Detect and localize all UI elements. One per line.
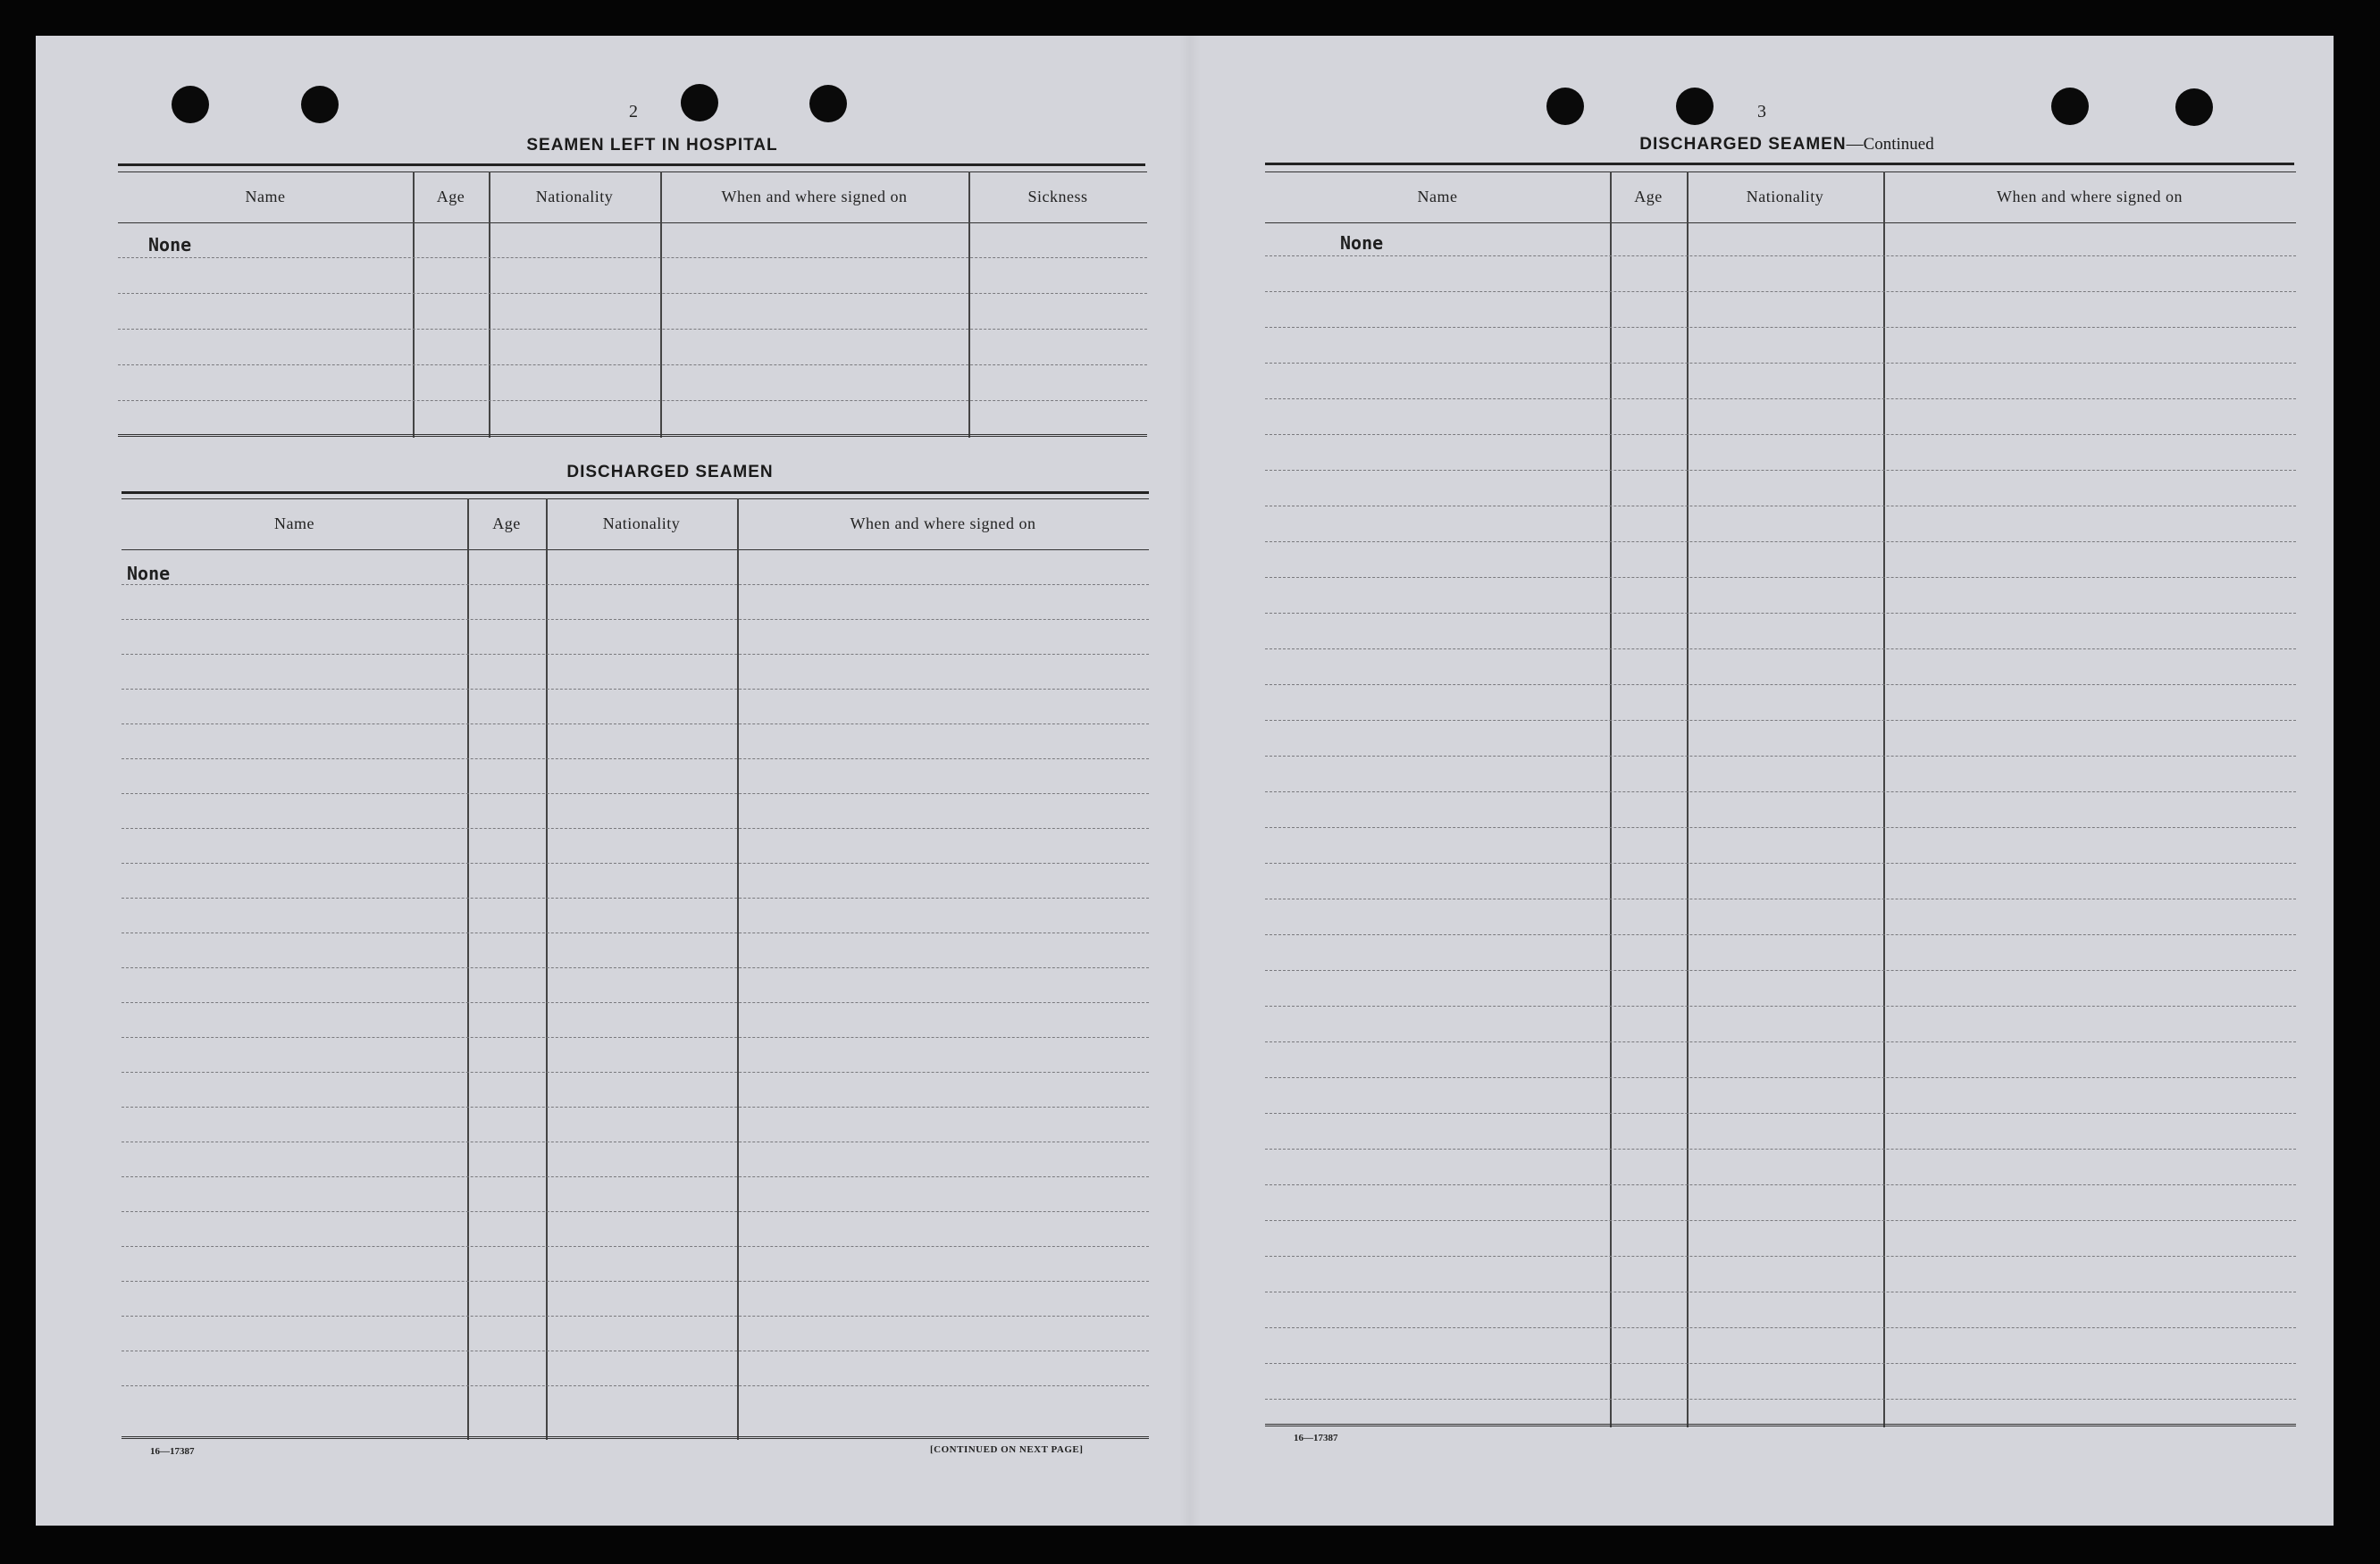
discharged-entry-name: None bbox=[127, 563, 171, 584]
column-divider bbox=[660, 171, 662, 438]
punch-hole bbox=[1546, 88, 1584, 125]
table-row bbox=[1265, 684, 2296, 686]
page-number: 3 bbox=[1757, 102, 1766, 121]
table-row bbox=[122, 1316, 1149, 1317]
table-row bbox=[1265, 970, 2296, 972]
table-row bbox=[122, 758, 1149, 760]
table-row bbox=[1265, 1399, 2296, 1401]
table-row bbox=[1265, 1077, 2296, 1079]
continued-note: [CONTINUED ON NEXT PAGE] bbox=[930, 1444, 1084, 1455]
discharged-table bbox=[122, 498, 1149, 1440]
table-row bbox=[1265, 827, 2296, 829]
table-row bbox=[122, 1142, 1149, 1143]
table-row bbox=[122, 1176, 1149, 1178]
table-row bbox=[1265, 1327, 2296, 1329]
table-row bbox=[1265, 791, 2296, 793]
table-row bbox=[1265, 934, 2296, 936]
table-row bbox=[1265, 470, 2296, 472]
column-header-signed-on: When and where signed on bbox=[850, 514, 1036, 532]
column-header-age: Age bbox=[492, 514, 521, 532]
column-divider bbox=[1610, 171, 1612, 1427]
table-row bbox=[1265, 291, 2296, 293]
table-row bbox=[122, 584, 1149, 586]
table-bottom-rule bbox=[1265, 1424, 2296, 1426]
page-fold bbox=[1179, 36, 1201, 1526]
column-header-signed-on: When and where signed on bbox=[721, 188, 908, 205]
page-number: 2 bbox=[629, 102, 638, 121]
table-row bbox=[1265, 1292, 2296, 1293]
table-row bbox=[118, 400, 1147, 402]
punch-hole bbox=[681, 84, 718, 121]
punch-hole bbox=[809, 85, 847, 122]
table-row bbox=[122, 1037, 1149, 1039]
table-row bbox=[122, 1002, 1149, 1004]
table-row bbox=[118, 329, 1147, 330]
column-header-nationality: Nationality bbox=[535, 188, 614, 205]
hospital-entry-name: None bbox=[148, 234, 192, 255]
column-header-sickness: Sickness bbox=[1027, 188, 1088, 205]
table-row bbox=[1265, 1006, 2296, 1008]
table-row bbox=[122, 828, 1149, 830]
table-row bbox=[1265, 363, 2296, 364]
column-divider bbox=[737, 498, 739, 1440]
column-header-age: Age bbox=[1634, 188, 1663, 205]
table-row bbox=[1265, 1256, 2296, 1258]
table-row bbox=[1265, 648, 2296, 650]
punch-hole bbox=[2051, 88, 2089, 125]
table-row bbox=[122, 689, 1149, 690]
table-row bbox=[122, 1351, 1149, 1352]
table-row bbox=[1265, 863, 2296, 865]
title-rule bbox=[118, 163, 1145, 166]
column-header-age: Age bbox=[436, 188, 465, 205]
table-row bbox=[122, 1072, 1149, 1074]
column-header-nationality: Nationality bbox=[602, 514, 681, 532]
title-rule bbox=[122, 491, 1149, 494]
column-divider bbox=[546, 498, 548, 1440]
discharged-section-title: DISCHARGED SEAMEN bbox=[566, 463, 774, 481]
table-row bbox=[1265, 613, 2296, 615]
table-row bbox=[1265, 1363, 2296, 1365]
table-row bbox=[1265, 1184, 2296, 1186]
column-divider bbox=[467, 498, 469, 1440]
hospital-section-title: SEAMEN LEFT IN HOSPITAL bbox=[526, 136, 778, 155]
table-bottom-rule bbox=[118, 434, 1147, 437]
discharged-continued-title bbox=[1501, 135, 2073, 155]
table-row bbox=[1265, 506, 2296, 507]
column-divider bbox=[968, 171, 970, 438]
table-row bbox=[1265, 255, 2296, 257]
discharged-continued-entry-name: None bbox=[1340, 232, 1384, 254]
column-header-signed-on: When and where signed on bbox=[1997, 188, 2183, 205]
punch-hole bbox=[2175, 88, 2213, 126]
table-row bbox=[1265, 1041, 2296, 1043]
table-row bbox=[1265, 1220, 2296, 1222]
title-rule bbox=[1265, 163, 2294, 165]
table-row bbox=[1265, 398, 2296, 400]
column-divider bbox=[489, 171, 490, 438]
column-header-name: Name bbox=[245, 188, 286, 205]
hospital-table bbox=[118, 171, 1147, 438]
punch-hole bbox=[172, 86, 209, 123]
table-row bbox=[122, 1246, 1149, 1248]
discharged-continued-table bbox=[1265, 171, 2296, 1427]
table-row bbox=[122, 898, 1149, 899]
table-row bbox=[1265, 899, 2296, 900]
column-divider bbox=[1883, 171, 1885, 1427]
punch-hole bbox=[1676, 88, 1714, 125]
table-row bbox=[1265, 434, 2296, 436]
table-row bbox=[122, 967, 1149, 969]
column-header-name: Name bbox=[1417, 188, 1458, 205]
table-row bbox=[122, 793, 1149, 795]
document-sheet bbox=[36, 36, 2334, 1526]
table-row bbox=[118, 293, 1147, 295]
table-row bbox=[1265, 720, 2296, 722]
table-row bbox=[118, 364, 1147, 366]
table-row bbox=[1265, 1113, 2296, 1115]
table-row bbox=[122, 619, 1149, 621]
table-row bbox=[122, 1385, 1149, 1387]
column-divider bbox=[413, 171, 415, 438]
punch-hole bbox=[301, 86, 339, 123]
table-row bbox=[122, 1281, 1149, 1283]
table-row bbox=[1265, 327, 2296, 329]
table-row bbox=[122, 933, 1149, 934]
table-bottom-rule bbox=[122, 1436, 1149, 1439]
table-row bbox=[1265, 541, 2296, 543]
column-header-name: Name bbox=[274, 514, 314, 532]
form-number: 16—17387 bbox=[1294, 1433, 1338, 1443]
table-row bbox=[122, 654, 1149, 656]
table-row bbox=[1265, 1149, 2296, 1150]
column-header-nationality: Nationality bbox=[1746, 188, 1824, 205]
table-row bbox=[122, 1107, 1149, 1108]
table-row bbox=[122, 863, 1149, 865]
table-row bbox=[122, 723, 1149, 725]
table-row bbox=[118, 257, 1147, 259]
column-divider bbox=[1687, 171, 1689, 1427]
table-row bbox=[1265, 756, 2296, 757]
table-row bbox=[1265, 577, 2296, 579]
table-row bbox=[122, 1211, 1149, 1213]
section-title-text: DISCHARGED SEAMEN bbox=[1639, 135, 1847, 154]
form-number: 16—17387 bbox=[150, 1446, 195, 1457]
section-title-suffix: —Continued bbox=[1846, 135, 1934, 154]
